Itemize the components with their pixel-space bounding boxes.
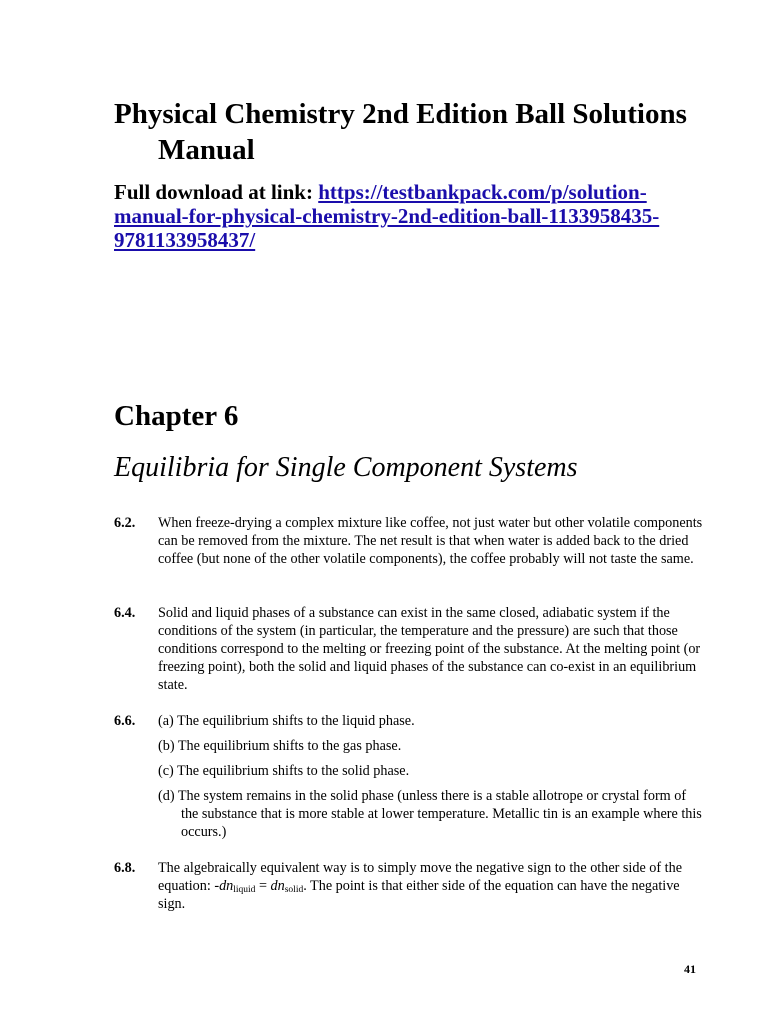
problem-6-4 xyxy=(114,604,704,694)
answer-item-d: (d) The system remains in the solid phase (unless there is a stable allotrope or crystal form of the substance that is more stable at lower temperature. Metallic tin is an example where this occurs.) xyxy=(158,788,702,840)
problem-6-6 xyxy=(114,712,704,841)
text-after-equation: . The point is that either side of the equation can have the negative sign. xyxy=(158,878,680,912)
problem-text xyxy=(158,859,704,913)
problem-text: When freeze-drying a complex mixture like coffee, not just water but other volatile components can be removed from the mixture. The net result is that when water is added back to the dried coffee (but none of the other volatile components), the coffee probably will not taste the same. xyxy=(158,515,703,567)
answer-item-c: (c) The equilibrium shifts to the solid phase. xyxy=(158,763,410,779)
problem-number: 6.6. xyxy=(114,713,136,729)
document-title: Physical Chemistry 2nd Edition Ball Solutions Manual xyxy=(114,98,687,166)
chapter-heading: Chapter 6 xyxy=(114,400,239,432)
page-number: 41 xyxy=(684,962,696,976)
download-link[interactable]: https://testbankpack.com/p/solution-manual-for-physical-chemistry-2nd-edition-ball-1133958435-9781133958437/ xyxy=(114,180,660,252)
equation-subscript: liquid xyxy=(233,885,256,895)
problem-text: Solid and liquid phases of a substance can exist in the same closed, adiabatic system if the conditions of the system (in particular, the temperature and the pressure) are such that those conditions correspond to the melting or freezing point of the substance. At the melting point (or freezing point), both the solid and liquid phases of the substance can co-exist in an equilibrium state. xyxy=(158,605,701,693)
problem-6-8 xyxy=(114,859,704,913)
equation-variable: dn xyxy=(270,878,285,894)
problem-number: 6.4. xyxy=(114,605,136,621)
text-before-equation: The algebraically equivalent way is to simply move the negative sign to the other side of the equation: - xyxy=(158,860,683,894)
problem-number: 6.8. xyxy=(114,860,136,876)
problem-number: 6.2. xyxy=(114,515,136,531)
equation-subscript: solid xyxy=(284,885,304,895)
equation-variable: dn xyxy=(219,878,234,894)
download-label: Full download at link: xyxy=(114,180,313,204)
problem-answer-list xyxy=(158,712,704,841)
download-line xyxy=(114,180,714,252)
answer-item-b: (b) The equilibrium shifts to the gas phase. xyxy=(158,738,402,754)
equation-equals: = xyxy=(255,878,271,894)
chapter-title: Equilibria for Single Component Systems xyxy=(114,452,578,483)
problem-6-2 xyxy=(114,514,704,568)
answer-item-a: (a) The equilibrium shifts to the liquid phase. xyxy=(158,713,415,729)
